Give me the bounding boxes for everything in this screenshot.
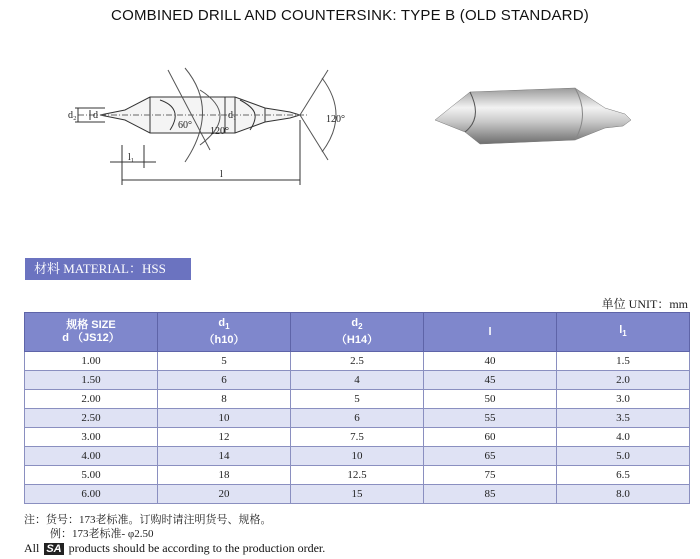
material-label: 材料 MATERIAL：HSS	[25, 258, 191, 280]
notes	[24, 513, 272, 541]
label-d1: d₁	[228, 110, 237, 121]
product-image	[425, 70, 640, 160]
label-angle-60: 60°	[178, 120, 192, 131]
header-d2: $d_2$ （H14）	[291, 313, 424, 352]
brand-logo: SA	[46, 543, 62, 555]
label-angle-120-end: 120°	[326, 114, 345, 125]
table-header-row	[25, 313, 690, 352]
note-line-1: 注：货号：173老标准。订购时请注明货号、规格。	[24, 514, 272, 526]
footer-statement: All SA products should be according to the production order.	[24, 541, 326, 555]
label-l1: l₁	[128, 152, 135, 163]
table-row: 1.50 6 4 45 2.0	[25, 371, 690, 390]
table-row: 2.50 10 6 55 3.5	[25, 409, 690, 428]
label-angle-120-body: 120°	[210, 126, 229, 137]
table-row: 1.00 5 2.5 40 1.5	[25, 352, 690, 371]
table-row: 2.00 8 5 50 3.0	[25, 390, 690, 409]
table-row: 6.00 20 15 85 8.0	[25, 485, 690, 504]
label-d: d	[93, 110, 98, 121]
unit-label: 单位 UNIT：mm	[601, 297, 688, 311]
table-row: 3.00 12 7.5 60 4.0	[25, 428, 690, 447]
header-size: 规格 SIZE d （JS12）	[25, 313, 158, 352]
spec-table	[24, 312, 690, 504]
header-l1: $l_1$	[557, 313, 690, 352]
technical-drawing	[60, 50, 360, 190]
label-l: l	[220, 169, 223, 180]
header-l: l	[424, 313, 557, 352]
header-d1: $d_1$ （h10）	[158, 313, 291, 352]
table-row: 5.00 18 12.5 75 6.5	[25, 466, 690, 485]
note-line-2: 例：173老标准- φ2.50	[50, 528, 154, 540]
label-d2: d₂	[68, 110, 77, 121]
page-title: COMBINED DRILL AND COUNTERSINK: TYPE B (OLD STANDARD)	[111, 7, 589, 24]
table-row: 4.00 14 10 65 5.0	[25, 447, 690, 466]
